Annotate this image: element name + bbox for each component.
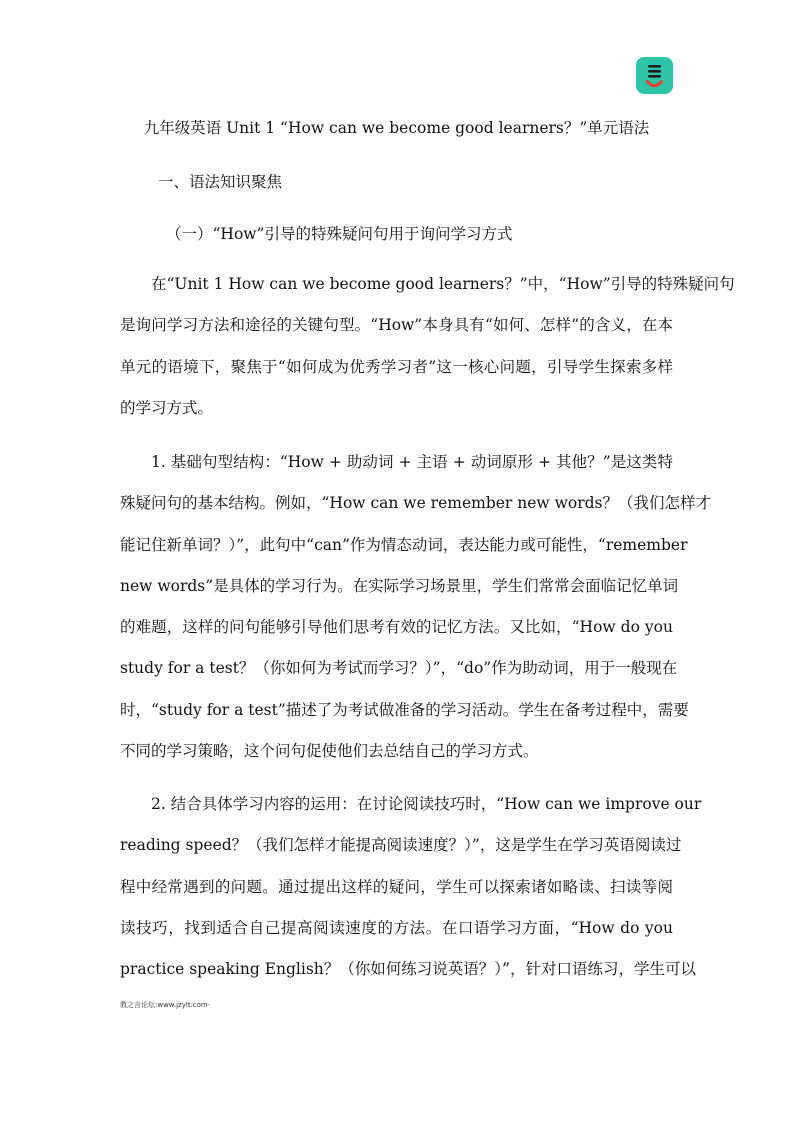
site-logo <box>636 57 673 94</box>
paragraph-line: study for a test？（你如何为考试而学习？）”，“do”作为助动词，用于一般现在 <box>120 659 678 678</box>
paragraph-line: 的难题，这样的问句能够引导他们思考有效的记忆方法。又比如，“How do you <box>120 618 673 637</box>
paragraph-line: 能记住新单词？）”，此句中“can”作为情态动词，表达能力或可能性，“remember <box>120 535 688 554</box>
paragraph-line: 在“Unit 1 How can we become good learners？”中，“How”引导的特殊疑问句 <box>151 275 735 293</box>
paragraph-line: 读技巧，找到适合自己提高阅读速度的方法。在口语学习方面，“How do you <box>120 918 673 937</box>
paragraph-line: 程中经常遇到的问题。通过提出这样的疑问，学生可以探索诸如略读、扫读等阅 <box>120 877 673 896</box>
paragraph-line: practice speaking English？（你如何练习说英语？）”，针对口语练习，学生可以 <box>120 960 696 979</box>
paragraph-point-2 <box>120 792 702 998</box>
paragraph-line: 的学习方式。 <box>120 398 214 417</box>
paragraph-line: 不同的学习策略，这个问句促使他们去总结自己的学习方式。 <box>120 742 539 761</box>
paragraph-line: 单元的语境下，聚焦于“如何成为优秀学习者”这一核心问题，引导学生探索多样 <box>120 357 673 376</box>
subsection-heading: （一）“How”引导的特殊疑问句用于询问学习方式 <box>166 225 513 243</box>
paragraph-intro <box>120 272 735 437</box>
paragraph-line: 2. 结合具体学习内容的运用：在讨论阅读技巧时，“How can we improve our <box>151 795 702 813</box>
footer-link[interactable]: 教之言论坛:www.jzylt.com· <box>120 1001 210 1009</box>
paragraph-line: 殊疑问句的基本结构。例如，“How can we remember new words？（我们怎样才 <box>120 494 711 513</box>
paragraph-line: reading speed？（我们怎样才能提高阅读速度？）”，这是学生在学习英语阅读过 <box>120 836 682 855</box>
chat-quote-logo-icon <box>636 57 673 94</box>
document-title: 九年级英语 Unit 1 “How can we become good learners？”单元语法 <box>143 119 650 137</box>
paragraph-line: 1. 基础句型结构：“How + 助动词 + 主语 + 动词原形 + 其他？”是这类特 <box>151 453 673 471</box>
paragraph-line: 时，“study for a test”描述了为考试做准备的学习活动。学生在备考过程中，需要 <box>120 700 689 719</box>
paragraph-point-1 <box>120 450 711 780</box>
section-heading: 一、语法知识聚焦 <box>158 173 283 191</box>
paragraph-line: 是询问学习方法和途径的关键句型。“How”本身具有“如何、怎样”的含义，在本 <box>120 316 673 335</box>
paragraph-line: new words”是具体的学习行为。在实际学习场景里，学生们常常会面临记忆单词 <box>120 576 679 595</box>
